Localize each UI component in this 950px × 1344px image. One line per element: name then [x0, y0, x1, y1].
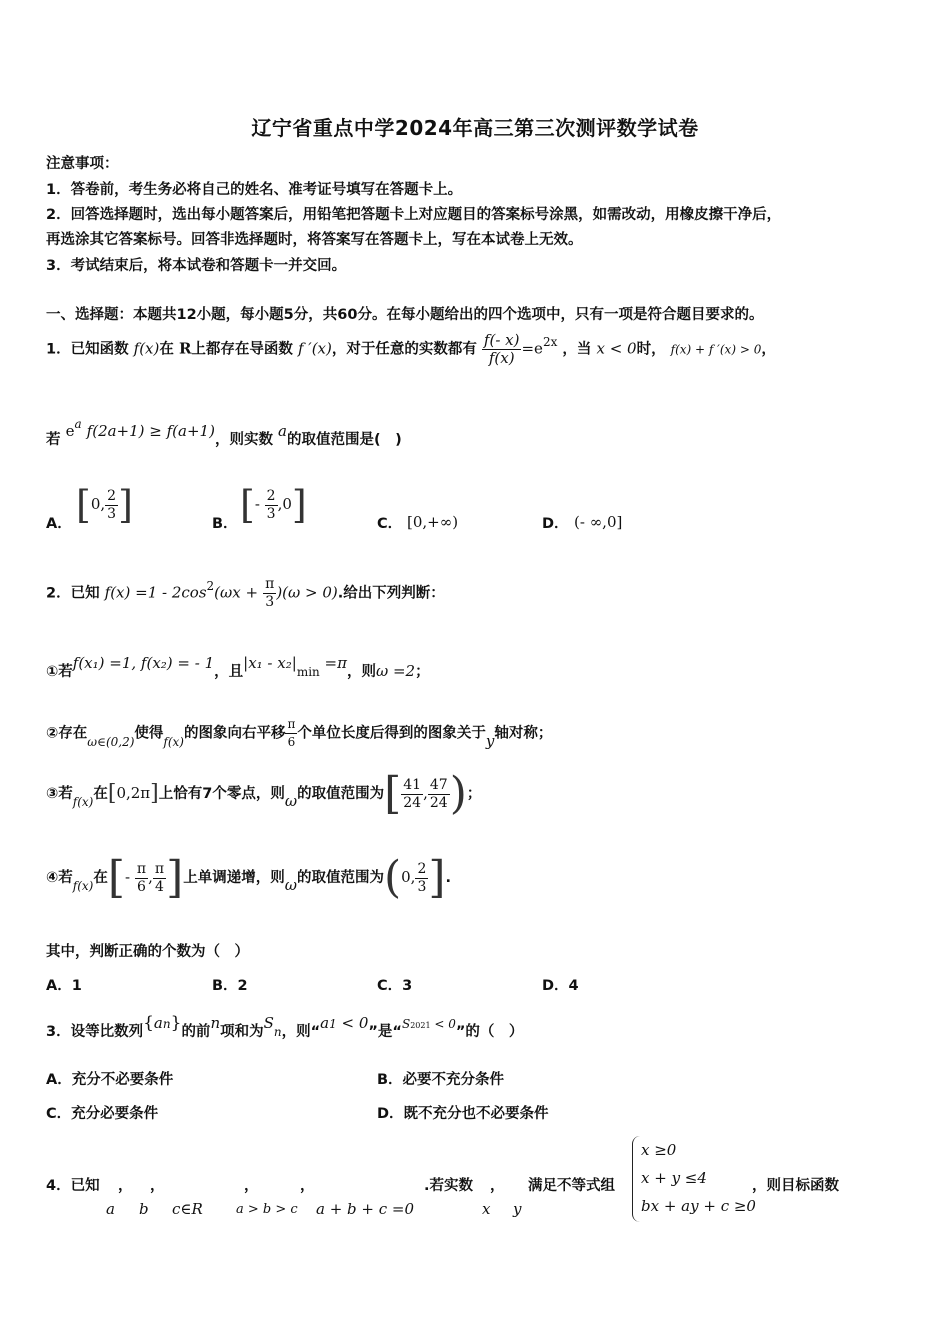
q4-text-1: 4．已知	[46, 1178, 100, 1194]
question-3-stem: 3．设等比数列$\{a^n\}$的前n项和为Sn，则“$a^1 < 0$”是“$^{S2021}$ $^{< 0}$”的（ ）	[46, 1013, 524, 1040]
q1-option-c-label[interactable]: C．	[377, 516, 403, 532]
q2-option-d[interactable]: D．4	[542, 978, 579, 994]
q4-var-x: x	[482, 1200, 491, 1218]
note-item-1: 1．答卷前，考生务必将自己的姓名、准考证号填写在答题卡上。	[46, 182, 463, 198]
q2-option-c[interactable]: C．3	[377, 978, 413, 994]
q4-var-y: y	[513, 1200, 522, 1218]
q2-option-b[interactable]: B．2	[212, 978, 248, 994]
q2-statement-4: ④若$_{f(x)}$在[- $\frac{\pi}{6}$ , $\frac{\pi}{4}$ ]上单调递增，则ω的取值范围为(0, $\frac{2}{3}$ ].	[46, 852, 452, 903]
q2-ask: 其中，判断正确的个数为（ ）	[46, 944, 249, 960]
q4-text-3: 满足不等式组	[528, 1178, 615, 1194]
q3-option-b[interactable]: B．必要不充分条件	[377, 1072, 505, 1088]
exam-title: 辽宁省重点中学2024年高三第三次测评数学试卷	[251, 116, 699, 140]
q4-comma-4: ，	[300, 1178, 315, 1194]
q2-statement-3: ③若$_{f(x)}$在[0,2π]上恰有7个零点，则ω的取值范围为[ $\frac{41}{24}$ , $\frac{47}{24}$ )；	[46, 768, 482, 819]
note-item-2-cont: 再选涂其它答案标号。回答非选择题时，将答案写在答题卡上，写在本试卷上无效。	[46, 232, 583, 248]
q1-fraction: $\frac{f(- x)}{f(x)}$	[483, 331, 520, 367]
q3-option-a[interactable]: A．充分不必要条件	[46, 1072, 174, 1088]
inequality-system: x ≥0 x + y ≤4 bx + ay + c ≥0	[632, 1136, 763, 1222]
note-item-2: 2．回答选择题时，选出每小题答案后，用铅笔把答题卡上对应题目的答案标号涂黑，如需改动，用橡皮擦干净后，	[46, 207, 782, 223]
note-item-3: 3．考试结束后，将本试卷和答题卡一并交回。	[46, 258, 347, 274]
question-1-line-1: 1．已知函数 f(x)在 R上都存在导函数 f ′(x)，对于任意的实数都有 $\frac{f(- x)}{f(x)}$ $=e^{2x}$ ，当 x < 0时， f(x) + f ′(x) > 0，	[46, 331, 776, 367]
q2-statement-1: ①若f(x₁) =1, f(x₂) = - 1，且|x₁ - x₂|min =π，则ω =2；	[46, 654, 430, 680]
q4-var-a: a	[106, 1200, 115, 1218]
section-heading: 一、选择题：本题共12小题，每小题5分，共60分。在每小题给出的四个选项中，只有一项是符合题目要求的。	[46, 307, 764, 323]
q1-option-a-label[interactable]: A．	[46, 516, 72, 532]
q4-sum: a + b + c =0	[316, 1200, 415, 1218]
q4-order: a > b > c	[236, 1202, 298, 1217]
q1-option-c-value: [0,+∞)	[407, 513, 459, 531]
q4-comma-1: ，	[118, 1178, 133, 1194]
question-2-stem: 2．已知 $f(x) =1 - 2\cos^2(\omega x$ + $\frac{\pi}{3}$ )(ω > 0).给出下列判断：	[46, 576, 445, 610]
q1-option-b-label[interactable]: B．	[212, 516, 238, 532]
q4-text-2: .若实数	[424, 1178, 474, 1194]
q4-text-4: ，则目标函数	[752, 1178, 839, 1194]
q4-comma-5: ，	[490, 1178, 505, 1194]
q2-option-a[interactable]: A．1	[46, 978, 82, 994]
q4-var-c: c∈R	[172, 1200, 203, 1218]
q1-option-d-value: (- ∞,0]	[574, 513, 623, 531]
q2-statement-2: ②存在$_{\omega\in(0,2)}$使得$_{f(x)}$的图象向右平移 $\frac{\pi}{6}$ 个单位长度后得到的图象关于y轴对称；	[46, 717, 553, 750]
q1-option-a-value: [0, $\frac{2}{3}$ ]	[76, 483, 133, 527]
q1-option-d-label[interactable]: D．	[542, 516, 569, 532]
notes-heading: 注意事项：	[46, 156, 119, 172]
q4-var-b: b	[139, 1200, 149, 1218]
question-1-line-2: 若 $e^a$ f(2a+1) ≥ f(a+1)，则实数 a的取值范围是( )	[46, 417, 402, 448]
q3-option-d[interactable]: D．既不充分也不必要条件	[377, 1106, 549, 1122]
q4-comma-2: ，	[150, 1178, 165, 1194]
q1-option-b-value: [- $\frac{2}{3}$ ,0]	[240, 483, 307, 527]
q4-comma-3: ，	[244, 1178, 259, 1194]
q3-option-c[interactable]: C．充分必要条件	[46, 1106, 159, 1122]
